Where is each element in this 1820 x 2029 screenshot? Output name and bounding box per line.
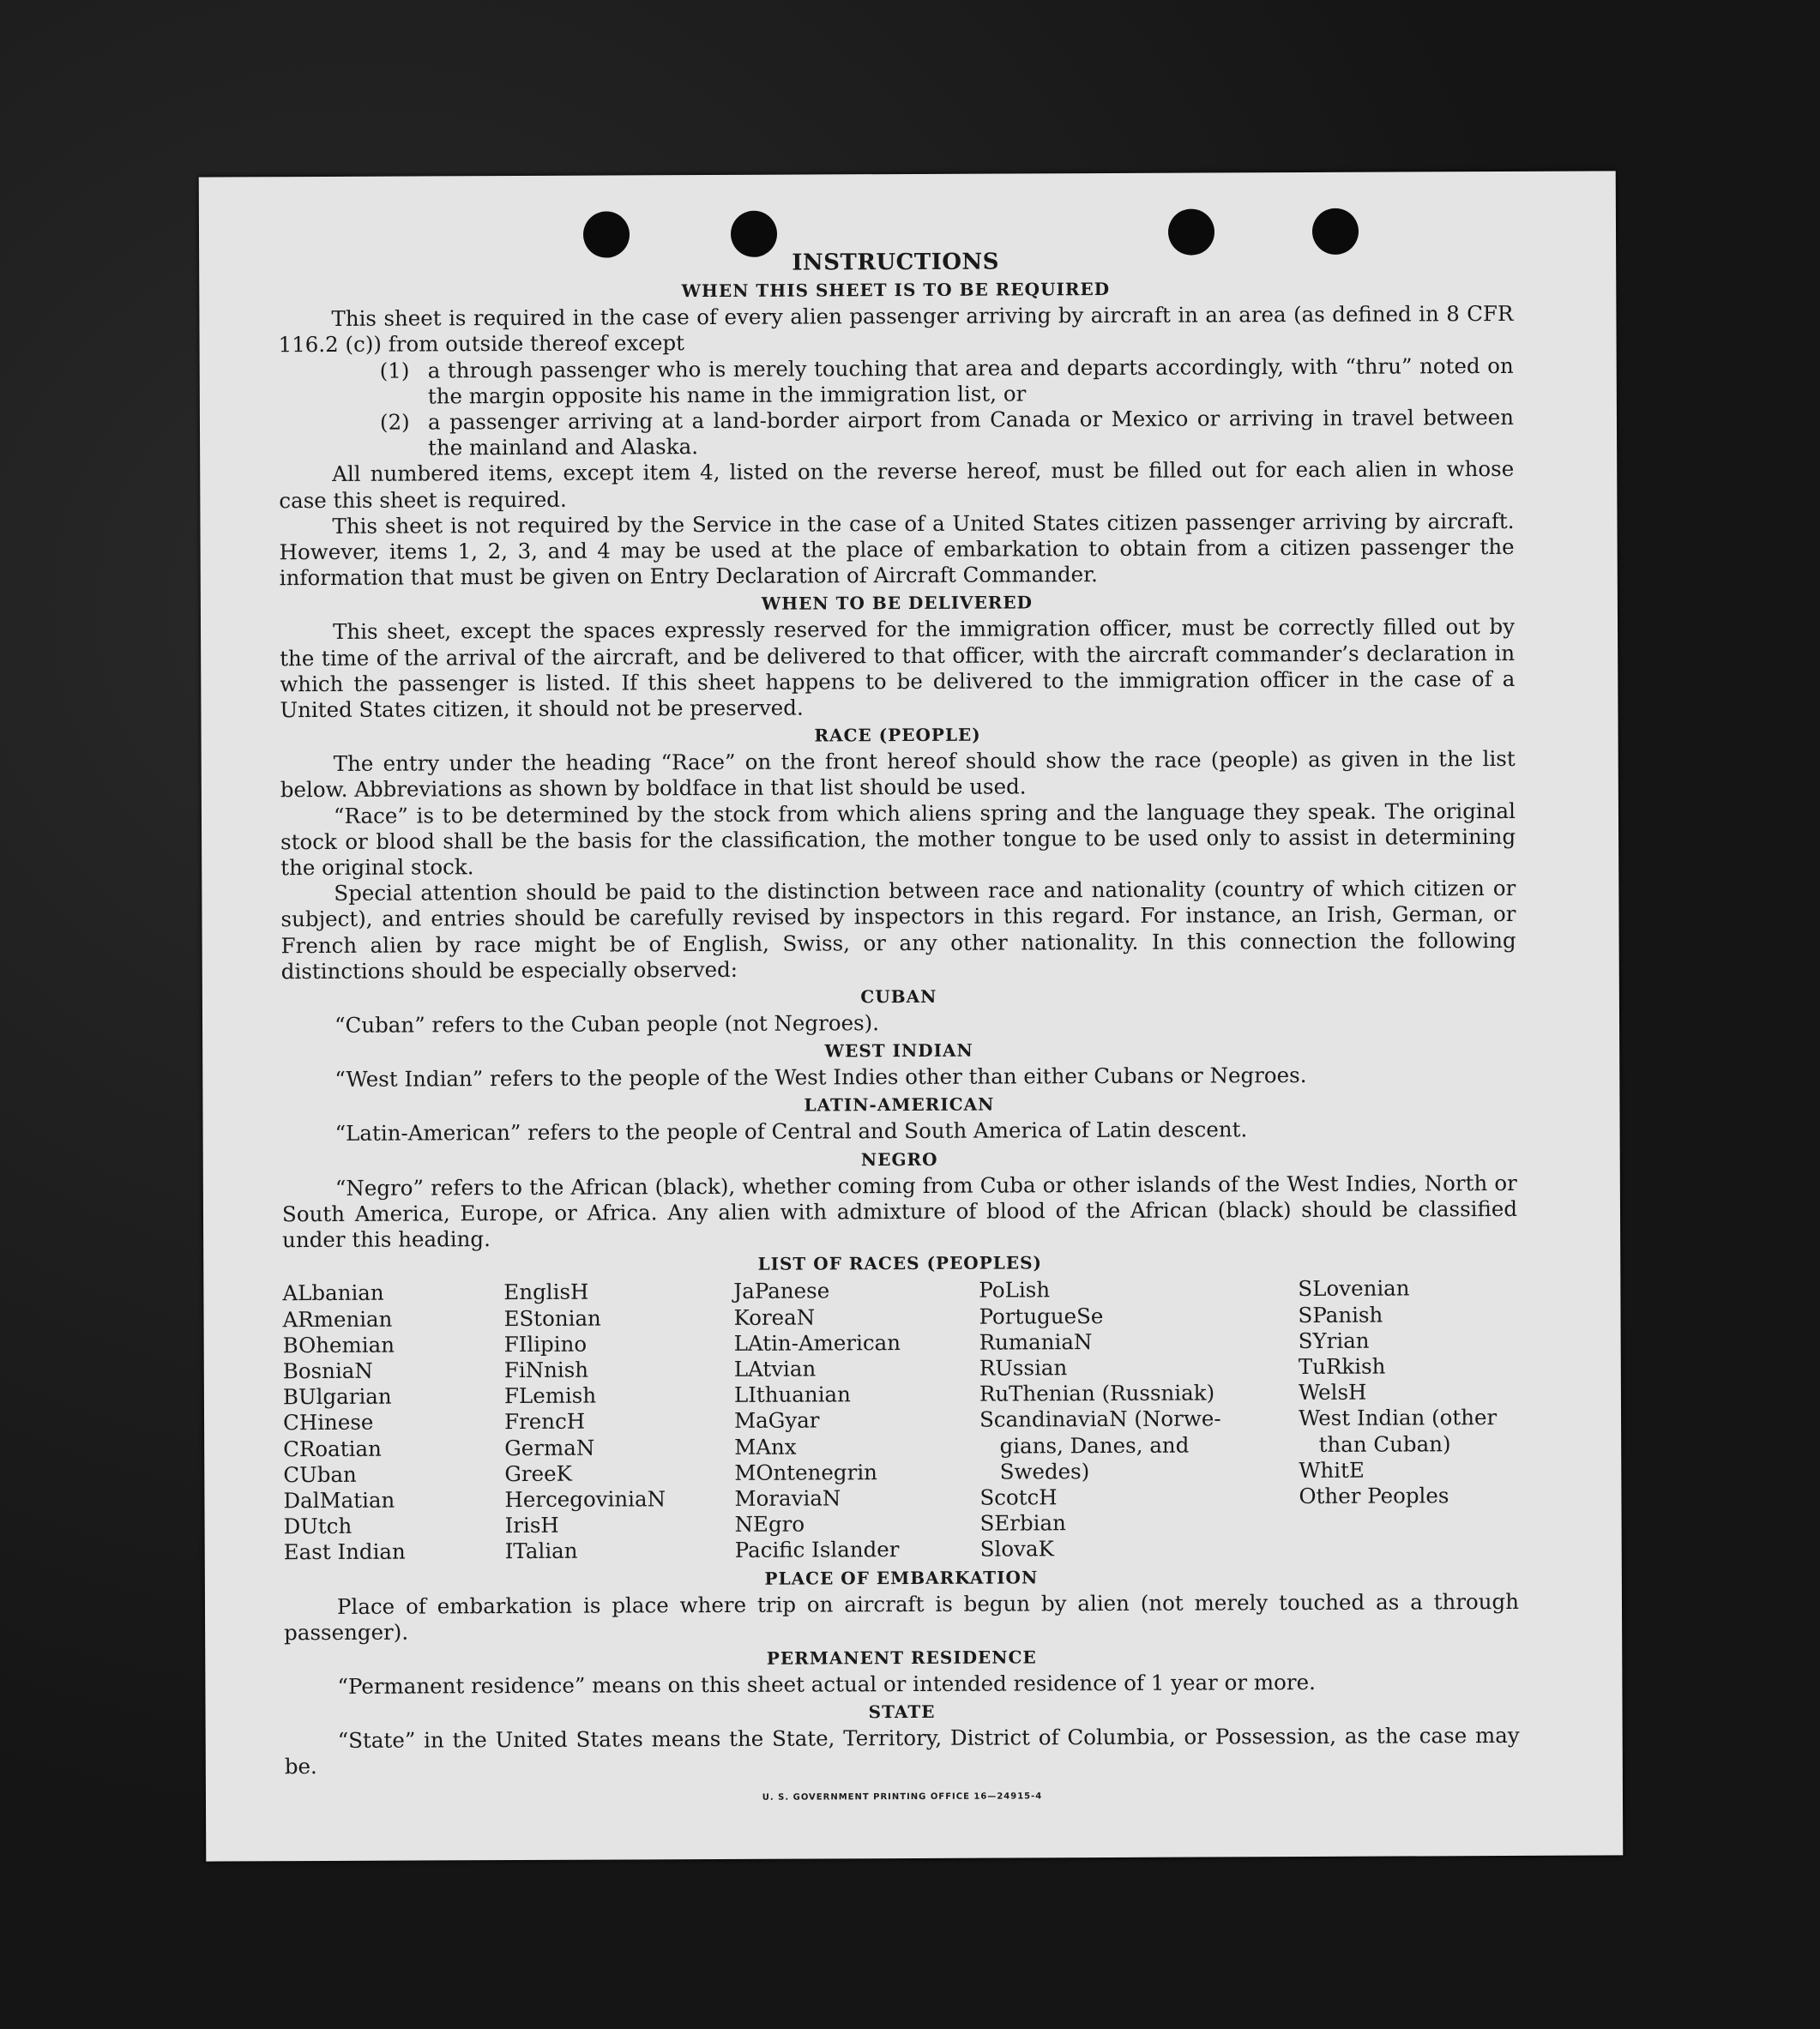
- race-entry: EnglisH: [503, 1279, 589, 1305]
- race-entry: EStonian: [503, 1305, 601, 1331]
- paragraph: “Race” is to be determined by the stock from which aliens spring and the language they speak. The original stock or blood shall be the basis for the classification, the mother tongue to be used only to assist in determining the original stock.: [280, 798, 1516, 881]
- race-entry: CUban: [283, 1461, 357, 1487]
- race-entry: MaGyar: [733, 1407, 820, 1434]
- races-list: [282, 1275, 1518, 1566]
- race-entry: LIthuanian: [733, 1382, 851, 1408]
- exception-item: [380, 353, 1514, 410]
- race-entry: BOhemian: [282, 1332, 395, 1358]
- paragraph: This sheet is not required by the Service in the case of a United States citizen passenger arriving by aircraft. However, items 1, 2, 3, and 4 may be used at the place of embarkation to obtain from a citizen passenger the information that must be given on Entry Declaration of Aircraft Commander.: [279, 508, 1515, 591]
- page-title: INSTRUCTIONS: [792, 249, 1000, 276]
- race-entry: LAtvian: [733, 1356, 817, 1382]
- race-entry: DUtch: [283, 1513, 353, 1539]
- section-heading: WHEN THIS SHEET IS TO BE REQUIRED: [681, 279, 1111, 302]
- races-column: [282, 1279, 504, 1565]
- races-column: [733, 1278, 979, 1563]
- paragraph: All numbered items, except item 4, listed on the reverse hereof, must be filled out for each alien in whose case this sheet is required.: [279, 456, 1515, 513]
- race-entry: Other Peoples: [1299, 1483, 1449, 1508]
- race-entry: FLemish: [503, 1382, 597, 1409]
- race-entry: SErbian: [979, 1510, 1066, 1536]
- document-page: [199, 171, 1624, 1861]
- race-entry: than Cuban): [1299, 1430, 1451, 1457]
- race-entry: West Indian (other: [1298, 1405, 1498, 1431]
- races-column: [979, 1276, 1299, 1562]
- section-heading: WEST INDIAN: [824, 1039, 973, 1062]
- race-entry: TuRkish: [1298, 1353, 1386, 1379]
- item-text: a passenger arriving at a land-border airport from Canada or Mexico or arriving in travel between the mainland and Alaska.: [427, 404, 1515, 461]
- race-entry: BosniaN: [282, 1358, 373, 1384]
- race-entry: ITalian: [504, 1538, 578, 1564]
- race-entry: CRoatian: [283, 1436, 382, 1461]
- section-heading: RACE (PEOPLE): [814, 724, 981, 746]
- section-heading: PLACE OF EMBARKATION: [764, 1566, 1039, 1589]
- race-entry: NEgro: [734, 1511, 805, 1538]
- race-entry: SPanish: [1298, 1302, 1383, 1328]
- race-entry: DalMatian: [283, 1487, 395, 1514]
- race-entry: HercegoviniaN: [504, 1486, 666, 1512]
- race-entry: SlovaK: [979, 1536, 1054, 1562]
- race-entry: GreeK: [504, 1460, 572, 1486]
- paragraph: “Latin-American” refers to the people of Central and South America of Latin descent.: [334, 1117, 1248, 1147]
- race-entry: MoraviaN: [734, 1485, 841, 1511]
- exception-item: [380, 405, 1514, 461]
- paragraph: “State” in the United States means the State, Territory, District of Columbia, or Possession, as the case may be.: [284, 1723, 1520, 1779]
- section-heading: CUBAN: [860, 985, 937, 1008]
- race-entry: East Indian: [283, 1538, 406, 1565]
- printer-imprint: U. S. GOVERNMENT PRINTING OFFICE 16—24915-4: [762, 1791, 1043, 1803]
- paragraph: The entry under the heading “Race” on the front hereof should show the race (people) as given in the list below. Abbreviations as shown by boldface in that list should be used.: [280, 746, 1516, 803]
- races-column: [1298, 1275, 1523, 1561]
- races-column: [503, 1279, 734, 1564]
- paragraph: Special attention should be paid to the distinction between race and nationality (country of which citizen or subject), and entries should be carefully revised by inspectors in this regard. For instance, an Irish, German, or French alien by race might be of English, Swiss, or any other nationality. In this connection the following distinctions should be especially observed:: [280, 876, 1516, 984]
- race-entry: CHinese: [282, 1410, 374, 1436]
- race-entry: Swedes): [979, 1458, 1090, 1484]
- race-entry: SLovenian: [1298, 1275, 1410, 1302]
- section-heading: LIST OF RACES (PEOPLES): [757, 1252, 1043, 1275]
- paragraph: “West Indian” refers to the people of the West Indies other than either Cubans or Negroes.: [334, 1063, 1307, 1093]
- section-heading: NEGRO: [860, 1148, 938, 1170]
- paragraph: “Permanent residence” means on this sheet actual or intended residence of 1 year or more.: [337, 1669, 1316, 1699]
- race-entry: ARmenian: [282, 1306, 393, 1332]
- race-entry: PortugueSe: [979, 1303, 1104, 1329]
- race-entry: ScandinaviaN (Norwe-: [979, 1406, 1221, 1432]
- paragraph: This sheet, except the spaces expressly reserved for the immigration officer, must be correctly filled out by the time of the arrival of the aircraft, and be delivered to that officer, with the aircraft commander’s declaration in which the passenger is listed. If this sheet happens to be delivered to the immigration officer in the case of a United States citizen, it should not be preserved.: [280, 614, 1516, 723]
- race-entry: IrisH: [504, 1512, 559, 1538]
- section-heading: STATE: [868, 1701, 936, 1723]
- race-entry: WelsH: [1298, 1379, 1367, 1406]
- race-entry: LAtin-American: [733, 1329, 901, 1356]
- race-entry: gians, Danes, and: [979, 1432, 1190, 1459]
- instructions-content: [278, 247, 1520, 1813]
- race-entry: KoreaN: [733, 1303, 816, 1330]
- section-heading: WHEN TO BE DELIVERED: [761, 592, 1034, 615]
- race-entry: PoLish: [979, 1277, 1051, 1303]
- race-entry: MAnx: [734, 1434, 797, 1460]
- race-entry: FiNnish: [503, 1357, 589, 1382]
- item-number: (2): [379, 409, 410, 435]
- item-number: (1): [379, 358, 410, 383]
- race-entry: MOntenegrin: [734, 1459, 877, 1485]
- item-text: a through passenger who is merely touching that area and departs accordingly, with “thru” noted on the margin opposite his name in the immigration list, or: [427, 352, 1514, 409]
- section-heading: LATIN-AMERICAN: [804, 1094, 995, 1117]
- race-entry: FrencH: [503, 1408, 586, 1435]
- race-entry: FIlipino: [503, 1331, 588, 1357]
- race-entry: ALbanian: [282, 1279, 384, 1306]
- race-entry: RumaniaN: [979, 1328, 1093, 1355]
- race-entry: RUssian: [979, 1355, 1068, 1381]
- race-entry: ScotcH: [979, 1484, 1058, 1510]
- race-entry: JaPanese: [733, 1278, 830, 1304]
- race-entry: WhitE: [1299, 1457, 1365, 1483]
- section-heading: PERMANENT RESIDENCE: [766, 1647, 1037, 1669]
- paragraph: Place of embarkation is place where trip on aircraft is begun by alien (not merely touched as a through passenger).: [284, 1588, 1520, 1645]
- race-entry: BUlgarian: [282, 1383, 392, 1410]
- race-entry: RuThenian (Russniak): [979, 1380, 1215, 1406]
- race-entry: Pacific Islander: [734, 1537, 900, 1563]
- paragraph: This sheet is required in the case of every alien passenger arriving by aircraft in an area (as defined in 8 CFR 116.2 (c)) from outside thereof except: [278, 301, 1514, 358]
- race-entry: SYrian: [1298, 1328, 1370, 1353]
- paragraph: “Cuban” refers to the Cuban people (not Negroes).: [334, 1010, 880, 1039]
- race-entry: GermaN: [504, 1435, 595, 1460]
- paragraph: “Negro” refers to the African (black), whether coming from Cuba or other islands of the West Indies, North or South America, Europe, or Africa. Any alien with admixture of blood of the African (black) should be classified under this heading.: [281, 1170, 1518, 1253]
